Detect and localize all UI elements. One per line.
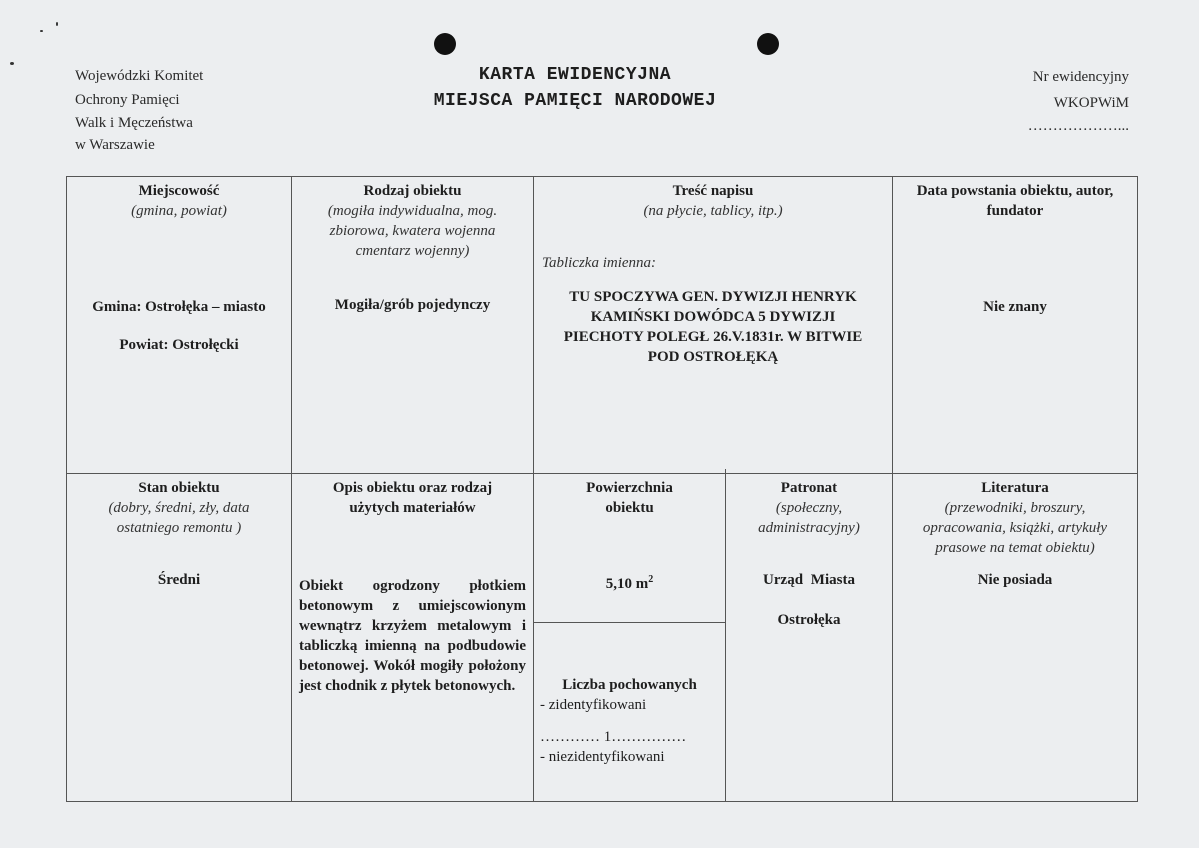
niezidentyfikowani-label: - niezidentyfikowani xyxy=(540,749,665,765)
registration-number xyxy=(1028,64,1129,136)
cell-opis-obiektu xyxy=(292,474,533,801)
powiat-value: Powiat: Ostrołęcki xyxy=(119,337,239,353)
powierzchnia-unit-exponent: 2 xyxy=(648,574,654,585)
literatura-value: Nie posiada xyxy=(977,572,1053,588)
zidentyfikowani-value: ………… 1…………… xyxy=(540,729,687,745)
document-title xyxy=(360,62,790,114)
scan-speck xyxy=(40,30,43,32)
gmina-value: Gmina: Ostrołęka – miasto xyxy=(92,299,266,315)
title-line: KARTA EWIDENCYJNA xyxy=(478,65,672,85)
opis-obiektu-value: Obiekt ogrodzony płotkiem betonowym z umiejscowionym wewnątrz krzyżem metalowym i tabliczką imienną na podbudowie betonowej. Wokół mogiły położony jest chodnik z płytek betonowych. xyxy=(299,578,526,694)
punch-hole-left xyxy=(434,33,456,55)
opis-obiektu-label: Opis obiektu oraz rodzaj użytych materiałów xyxy=(332,480,493,516)
miejscowosc-hint: (gmina, powiat) xyxy=(131,203,227,219)
punch-hole-right xyxy=(757,33,779,55)
literatura-hint: (przewodniki, broszury, opracowania, książki, artykuły prasowe na temat obiektu) xyxy=(922,500,1108,556)
patronat-value-line1: Urząd Miasta xyxy=(763,572,855,588)
org-line: Ochrony Pamięci xyxy=(75,92,180,108)
cell-miejscowosc xyxy=(67,177,291,473)
cell-powierzchnia xyxy=(534,474,725,622)
data-powstania-label: Data powstania obiektu, autor, fundator xyxy=(916,183,1114,219)
tresc-napisu-note: Tabliczka imienna: xyxy=(542,255,657,271)
scan-speck xyxy=(56,22,58,26)
cell-liczba-pochowanych xyxy=(534,623,725,801)
powierzchnia-label: Powierzchnia obiektu xyxy=(586,480,673,516)
cell-literatura xyxy=(893,474,1137,801)
inscription-text: TU SPOCZYWA GEN. DYWIZJI HENRYK KAMIŃSKI DOWÓDCA 5 DYWIZJI PIECHOTY POLEGŁ 26.V.1831r. W BITWIE POD OSTROŁĘKĄ xyxy=(563,289,863,365)
record-table xyxy=(66,176,1138,802)
organization-name xyxy=(75,64,203,156)
scan-speck xyxy=(10,62,14,65)
cell-data-powstania xyxy=(893,177,1137,473)
patronat-value-line2: Ostrołęka xyxy=(777,612,841,628)
miejscowosc-label: Miejscowość xyxy=(138,183,220,199)
literatura-label: Literatura xyxy=(981,480,1049,496)
title-line: MIEJSCA PAMIĘCI NARODOWEJ xyxy=(433,91,717,111)
registration-org: WKOPWiM xyxy=(1053,95,1129,111)
cell-patronat xyxy=(726,474,892,801)
cell-rodzaj-obiektu xyxy=(292,177,533,473)
cell-stan-obiektu xyxy=(67,474,291,801)
patronat-hint: (społeczny, administracyjny) xyxy=(758,500,860,536)
rodzaj-obiektu-value: Mogiła/grób pojedynczy xyxy=(334,297,491,313)
liczba-pochowanych-label: Liczba pochowanych xyxy=(562,677,697,693)
powierzchnia-number: 5,10 m xyxy=(605,576,649,592)
stan-obiektu-hint: (dobry, średni, zły, data ostatniego remontu ) xyxy=(108,500,250,536)
org-line: Walk i Męczeństwa xyxy=(75,115,193,131)
registration-number-label: Nr ewidencyjny xyxy=(1032,69,1129,85)
stan-obiektu-label: Stan obiektu xyxy=(138,480,220,496)
data-powstania-value: Nie znany xyxy=(983,299,1047,315)
rodzaj-obiektu-hint: (mogiła indywidualna, mog. zbiorowa, kwatera wojenna cmentarz wojenny) xyxy=(327,203,498,259)
tresc-napisu-label: Treść napisu xyxy=(672,183,754,199)
patronat-label: Patronat xyxy=(780,480,838,496)
org-line: Wojewódzki Komitet xyxy=(75,68,204,84)
registration-number-blank: ………………... xyxy=(1027,118,1129,134)
tresc-napisu-hint: (na płycie, tablicy, itp.) xyxy=(643,203,783,219)
cell-tresc-napisu xyxy=(534,177,892,473)
rodzaj-obiektu-label: Rodzaj obiektu xyxy=(363,183,462,199)
zidentyfikowani-label: - zidentyfikowani xyxy=(540,697,647,713)
org-line: w Warszawie xyxy=(75,137,155,153)
powierzchnia-value xyxy=(540,570,719,594)
stan-obiektu-value: Średni xyxy=(157,572,201,588)
